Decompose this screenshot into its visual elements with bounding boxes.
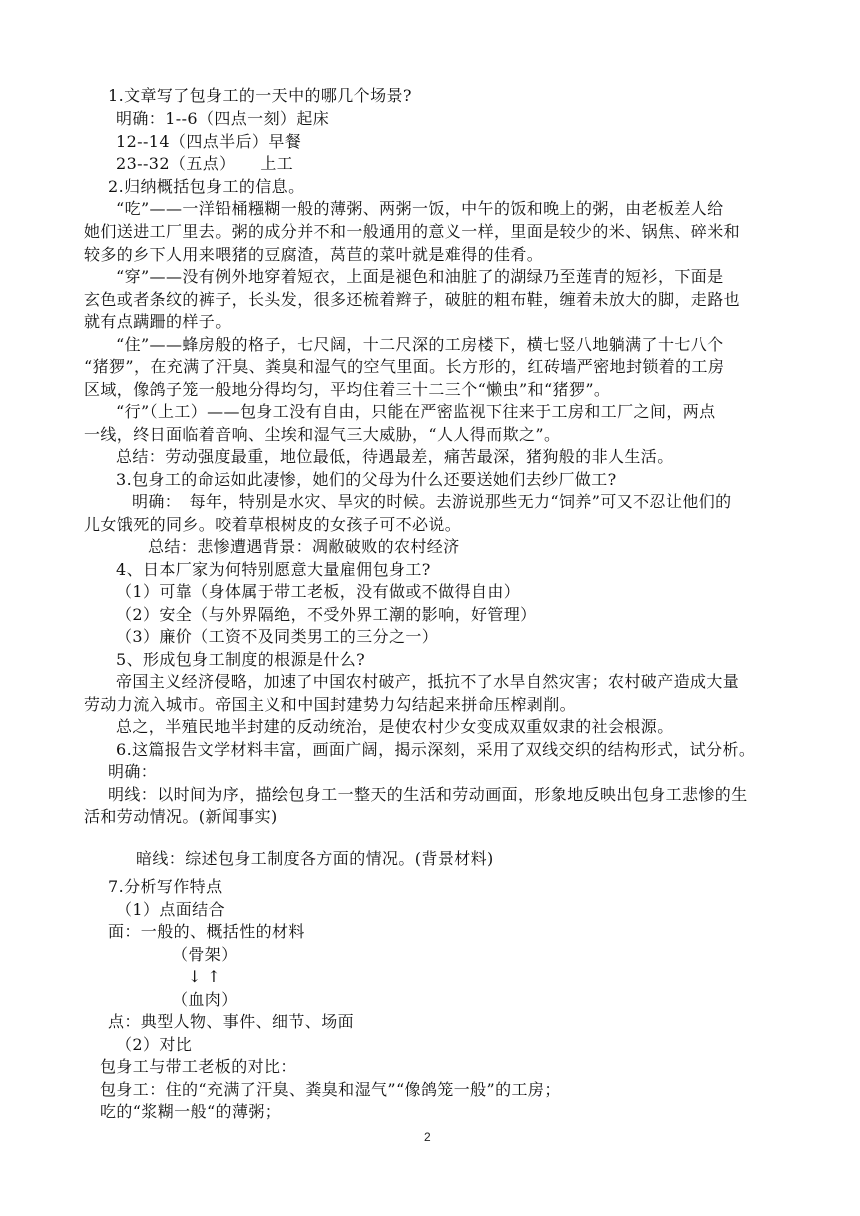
text-line: ↓ ↑ bbox=[188, 967, 222, 986]
text-line: 23--32（五点） 上工 bbox=[116, 154, 294, 173]
text-line: 包身工：住的“充满了汗臭、粪臭和湿气”“像鸽笼一般”的工房； bbox=[100, 1080, 561, 1099]
text-line: 12--14（四点半后）早餐 bbox=[116, 132, 302, 151]
text-line: （2）对比 bbox=[116, 1035, 193, 1054]
text-line: （1）点面结合 bbox=[116, 900, 225, 919]
text-line: （1）可靠（身体属于带工老板，没有做或不做得自由） bbox=[116, 582, 521, 601]
text-line: （3）廉价（工资不及同类男工的三分之一） bbox=[116, 627, 439, 646]
text-line: 2.归纳概括包身工的信息。 bbox=[108, 177, 305, 196]
text-line: 暗线：综述包身工制度各方面的情况。(背景材料) bbox=[136, 849, 494, 868]
text-line: “猪猡”，在充满了汗臭、粪臭和湿气的空气里面。长方形的，红砖墙严密地封锁着的工房 bbox=[84, 357, 725, 376]
text-line: 较多的乡下人用来喂猪的豆腐渣，莴苣的菜叶就是难得的佳肴。 bbox=[84, 245, 544, 264]
text-line: 明确： 每年，特别是水灾、旱灾的时候。去游说那些无力“饲养”可又不忍让他们的 bbox=[132, 492, 732, 511]
text-line: 6.这篇报告文学材料丰富，画面广阔，揭示深刻，采用了双线交织的结构形式，试分析。 bbox=[116, 740, 756, 759]
page-number: 2 bbox=[424, 1130, 431, 1144]
text-line: 明线：以时间为序，描绘包身工一整天的生活和劳动画面，形象地反映出包身工悲惨的生 bbox=[108, 785, 748, 804]
text-line: 点：典型人物、事件、细节、场面 bbox=[108, 1012, 355, 1031]
text-line: 儿女饿死的同乡。咬着草根树皮的女孩子可不必说。 bbox=[84, 515, 462, 534]
text-line: （2）安全（与外界隔绝，不受外界工潮的影响，好管理） bbox=[116, 605, 537, 624]
text-line: 区域，像鸽子笼一般地分得均匀，平均住着三十二三个“懒虫”和“猪猡”。 bbox=[84, 380, 611, 399]
text-line: “住”——蜂房般的格子，七尺阔，十二尺深的工房楼下，横七竖八地躺满了十七八个 bbox=[116, 335, 724, 354]
text-line: 吃的“浆糊一般“的薄粥； bbox=[100, 1102, 282, 1121]
text-line: 1.文章写了包身工的一天中的哪几个场景? bbox=[108, 86, 412, 105]
text-line: 玄色或者条纹的裤子，长头发，很多还梳着辫子，破脏的粗布鞋，缠着未放大的脚，走路也 bbox=[84, 290, 741, 309]
text-line: 总之，半殖民地半封建的反动统治，是使农村少女变成双重奴隶的社会根源。 bbox=[116, 717, 674, 736]
text-line: “穿”——没有例外地穿着短衣，上面是褪色和油脏了的湖绿乃至莲青的短衫，下面是 bbox=[116, 267, 724, 286]
text-line: 明确：1--6（四点一刻）起床 bbox=[116, 109, 330, 128]
text-line: “吃”——一洋铅桶糨糊一般的薄粥、两粥一饭，中午的饭和晚上的粥，由老板差人给 bbox=[116, 199, 724, 218]
text-line: 总结：劳动强度最重，地位最低，待遇最差，痛苦最深，猪狗般的非人生活。 bbox=[116, 447, 674, 466]
text-line: 面：一般的、概括性的材料 bbox=[108, 922, 305, 941]
text-line: 明确： bbox=[108, 762, 158, 781]
text-line: 4、日本厂家为何特别愿意大量雇佣包身工? bbox=[116, 560, 431, 579]
text-line: 一线，终日面临着音响、尘埃和湿气三大威胁，“人人得而欺之”。 bbox=[84, 425, 561, 444]
text-line: “行”（上工）——包身工没有自由，只能在严密监视下往来于工房和工厂之间，两点 bbox=[116, 402, 716, 421]
text-line: 7.分析写作特点 bbox=[108, 877, 223, 896]
text-line: 劳动力流入城市。帝国主义和中国封建势力勾结起来拼命压榨剥削。 bbox=[84, 695, 577, 714]
text-line: 5、形成包身工制度的根源是什么? bbox=[116, 650, 366, 669]
text-line: 3.包身工的命运如此凄惨，她们的父母为什么还要送她们去纱厂做工? bbox=[116, 470, 617, 489]
text-line: 包身工与带工老板的对比： bbox=[100, 1057, 297, 1076]
text-line: 帝国主义经济侵略，加速了中国农村破产，抵抗不了水旱自然灾害；农村破产造成大量 bbox=[116, 672, 740, 691]
text-line: 活和劳动情况。(新闻事实) bbox=[84, 807, 278, 826]
text-line: 她们送进工厂里去。粥的成分并不和一般通用的意义一样，里面是较少的米、锅焦、碎米和 bbox=[84, 222, 741, 241]
text-line: （骨架） bbox=[172, 945, 238, 964]
text-line: 总结：悲惨遭遇背景：凋敝破败的农村经济 bbox=[148, 537, 460, 556]
text-line: 就有点蹒跚的样子。 bbox=[84, 312, 232, 331]
text-line: （血肉） bbox=[172, 990, 238, 1009]
